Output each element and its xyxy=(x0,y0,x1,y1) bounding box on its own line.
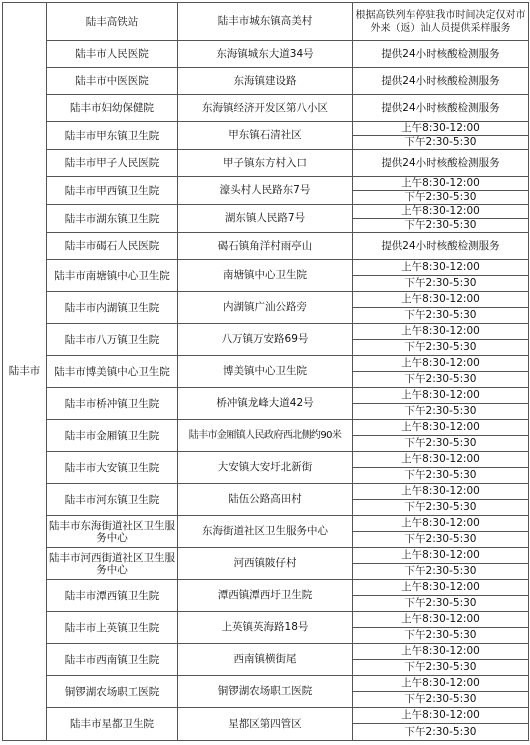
hours-am-cell: 上午8:30-12:00 xyxy=(353,324,529,340)
address-cell: 甲东镇石清社区 xyxy=(178,122,353,150)
hours-pm-cell: 下午2:30-5:30 xyxy=(353,340,529,356)
hours-am-cell: 上午8:30-12:00 xyxy=(353,452,529,468)
site-name-cell: 陆丰市内湖镇卫生院 xyxy=(47,292,178,324)
table-row xyxy=(3,548,529,564)
site-name-cell: 陆丰市大安镇卫生院 xyxy=(47,452,178,484)
hours-pm-cell: 下午2:30-5:30 xyxy=(353,136,529,150)
table-row xyxy=(3,676,529,692)
address-cell: 南塘镇中心卫生院 xyxy=(178,260,353,292)
site-name-cell: 陆丰市河西街道社区卫生服务中心 xyxy=(47,548,178,580)
site-name-cell: 陆丰市甲东镇卫生院 xyxy=(47,122,178,150)
site-name-cell: 陆丰市东海街道社区卫生服务中心 xyxy=(47,516,178,548)
address-cell: 濠头村人民路东7号 xyxy=(178,177,353,205)
table-row xyxy=(3,324,529,340)
hours-am-cell: 上午8:30-12:00 xyxy=(353,612,529,628)
hours-pm-cell: 下午2:30-5:30 xyxy=(353,372,529,388)
table-row xyxy=(3,516,529,532)
table-row xyxy=(3,233,529,260)
address-cell: 潭西镇潭西圩卫生院 xyxy=(178,580,353,612)
address-cell: 陆伍公路高田村 xyxy=(178,484,353,516)
address-cell: 东海镇建设路 xyxy=(178,68,353,95)
hours-pm-cell: 下午2:30-5:30 xyxy=(353,660,529,676)
address-cell: 陆丰市城东镇高美村 xyxy=(178,3,353,41)
hours-am-cell: 上午8:30-12:00 xyxy=(353,644,529,660)
hours-am-cell: 上午8:30-12:00 xyxy=(353,516,529,532)
table-body xyxy=(3,3,529,741)
hours-am-cell: 上午8:30-12:00 xyxy=(353,260,529,276)
site-name-cell: 陆丰市湖东镇卫生院 xyxy=(47,205,178,233)
site-name-cell: 陆丰市上英镇卫生院 xyxy=(47,612,178,644)
sampling-sites-table xyxy=(2,2,529,741)
service-cell: 提供24小时核酸检测服务 xyxy=(353,68,529,95)
hours-pm-cell: 下午2:30-5:30 xyxy=(353,276,529,292)
address-cell: 东海街道社区卫生服务中心 xyxy=(178,516,353,548)
address-cell: 河西镇陂仔村 xyxy=(178,548,353,580)
table-row xyxy=(3,177,529,191)
hours-pm-cell: 下午2:30-5:30 xyxy=(353,564,529,580)
service-cell: 提供24小时核酸检测服务 xyxy=(353,150,529,177)
address-cell: 内湖镇广汕公路旁 xyxy=(178,292,353,324)
table-row xyxy=(3,452,529,468)
hours-am-cell: 上午8:30-12:00 xyxy=(353,580,529,596)
hours-pm-cell: 下午2:30-5:30 xyxy=(353,468,529,484)
site-name-cell: 陆丰市金厢镇卫生院 xyxy=(47,420,178,452)
site-name-cell: 陆丰市碣石人民医院 xyxy=(47,233,178,260)
hours-am-cell: 上午8:30-12:00 xyxy=(353,548,529,564)
hours-am-cell: 上午8:30-12:00 xyxy=(353,205,529,219)
table-row xyxy=(3,388,529,404)
hours-pm-cell: 下午2:30-5:30 xyxy=(353,596,529,612)
service-cell: 提供24小时核酸检测服务 xyxy=(353,41,529,68)
site-name-cell: 陆丰市甲西镇卫生院 xyxy=(47,177,178,205)
table-row xyxy=(3,708,529,724)
site-name-cell: 陆丰市潭西镇卫生院 xyxy=(47,580,178,612)
site-name-cell: 陆丰市妇幼保健院 xyxy=(47,95,178,122)
hours-pm-cell: 下午2:30-5:30 xyxy=(353,191,529,205)
table-row xyxy=(3,420,529,436)
address-cell: 上英镇英海路18号 xyxy=(178,612,353,644)
table-row xyxy=(3,644,529,660)
address-cell: 大安镇大安圩北新街 xyxy=(178,452,353,484)
hours-pm-cell: 下午2:30-5:30 xyxy=(353,532,529,548)
address-cell: 碣石镇角洋村雨亭山 xyxy=(178,233,353,260)
table-row xyxy=(3,260,529,276)
site-name-cell: 陆丰市河东镇卫生院 xyxy=(47,484,178,516)
table-row xyxy=(3,580,529,596)
site-name-cell: 陆丰市博美镇中心卫生院 xyxy=(47,356,178,388)
address-cell: 铜锣湖农场职工医院 xyxy=(178,676,353,708)
service-cell: 根据高铁列车停驻我市时间决定仅对市外来（返）汕人员提供采样服务 xyxy=(353,3,529,41)
service-cell: 提供24小时核酸检测服务 xyxy=(353,233,529,260)
address-cell: 陆丰市金厢镇人民政府西北侧约90米 xyxy=(178,420,353,452)
hours-am-cell: 上午8:30-12:00 xyxy=(353,676,529,692)
address-cell: 桥冲镇龙峰大道42号 xyxy=(178,388,353,420)
table-row xyxy=(3,356,529,372)
hours-am-cell: 上午8:30-12:00 xyxy=(353,356,529,372)
site-name-cell: 陆丰市西南镇卫生院 xyxy=(47,644,178,676)
table-row xyxy=(3,3,529,41)
address-cell: 星都区第四管区 xyxy=(178,708,353,741)
hours-pm-cell: 下午2:30-5:30 xyxy=(353,219,529,233)
address-cell: 博美镇中心卫生院 xyxy=(178,356,353,388)
table-row xyxy=(3,205,529,219)
hours-pm-cell: 下午2:30-5:30 xyxy=(353,404,529,420)
table-row xyxy=(3,41,529,68)
site-name-cell: 陆丰市南塘镇中心卫生院 xyxy=(47,260,178,292)
address-cell: 东海镇经济开发区第八小区 xyxy=(178,95,353,122)
hours-pm-cell: 下午2:30-5:30 xyxy=(353,436,529,452)
address-cell: 湖东镇人民路7号 xyxy=(178,205,353,233)
table-row xyxy=(3,68,529,95)
hours-am-cell: 上午8:30-12:00 xyxy=(353,420,529,436)
hours-pm-cell: 下午2:30-5:30 xyxy=(353,308,529,324)
site-name-cell: 铜锣湖农场职工医院 xyxy=(47,676,178,708)
hours-am-cell: 上午8:30-12:00 xyxy=(353,388,529,404)
site-name-cell: 陆丰市星都卫生院 xyxy=(47,708,178,741)
hours-pm-cell: 下午2:30-5:30 xyxy=(353,724,529,741)
hours-am-cell: 上午8:30-12:00 xyxy=(353,292,529,308)
city-cell: 陆丰市 xyxy=(3,3,47,741)
hours-pm-cell: 下午2:30-5:30 xyxy=(353,500,529,516)
address-cell: 西南镇横街尾 xyxy=(178,644,353,676)
site-name-cell: 陆丰市八万镇卫生院 xyxy=(47,324,178,356)
site-name-cell: 陆丰市中医医院 xyxy=(47,68,178,95)
address-cell: 八万镇万安路69号 xyxy=(178,324,353,356)
table-row xyxy=(3,150,529,177)
site-name-cell: 陆丰市桥冲镇卫生院 xyxy=(47,388,178,420)
hours-am-cell: 上午8:30-12:00 xyxy=(353,122,529,136)
address-cell: 甲子镇东方村入口 xyxy=(178,150,353,177)
site-name-cell: 陆丰市甲子人民医院 xyxy=(47,150,178,177)
service-cell: 提供24小时核酸检测服务 xyxy=(353,95,529,122)
site-name-cell: 陆丰高铁站 xyxy=(47,3,178,41)
table-row xyxy=(3,292,529,308)
table-row xyxy=(3,122,529,136)
hours-am-cell: 上午8:30-12:00 xyxy=(353,177,529,191)
hours-am-cell: 上午8:30-12:00 xyxy=(353,708,529,724)
site-name-cell: 陆丰市人民医院 xyxy=(47,41,178,68)
hours-pm-cell: 下午2:30-5:30 xyxy=(353,692,529,708)
hours-am-cell: 上午8:30-12:00 xyxy=(353,484,529,500)
table-row xyxy=(3,95,529,122)
table-row xyxy=(3,484,529,500)
address-cell: 东海镇城东大道34号 xyxy=(178,41,353,68)
hours-pm-cell: 下午2:30-5:30 xyxy=(353,628,529,644)
table-row xyxy=(3,612,529,628)
